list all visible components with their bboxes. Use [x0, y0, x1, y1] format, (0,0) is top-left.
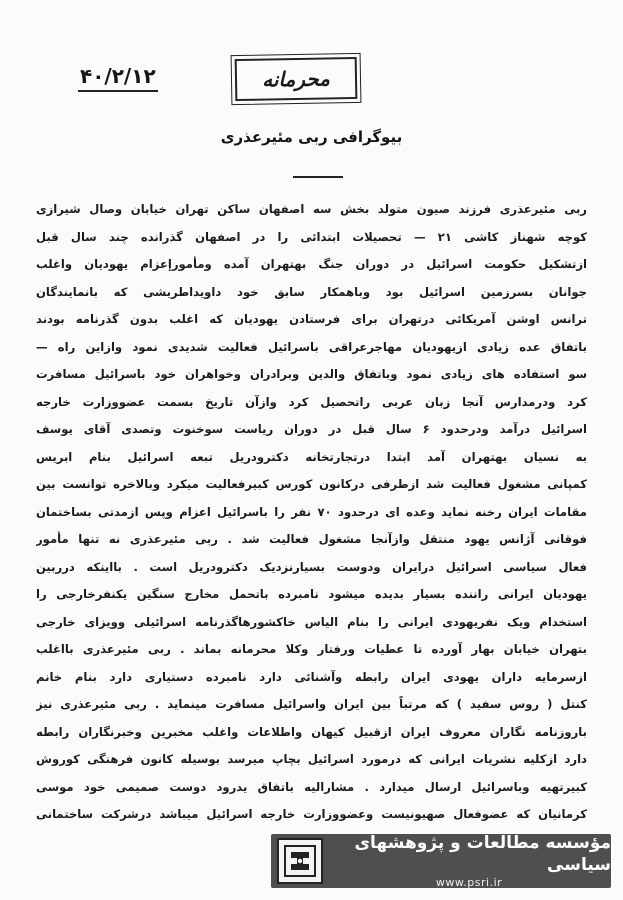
body-line: اسرائیل درآمد ودرحدود ۶ سال قبل در دوران ریاست سوخنوت وتصدی آقای یوسف	[36, 422, 587, 436]
psri-logo-icon	[277, 838, 323, 884]
institute-watermark	[271, 834, 611, 888]
body-line: مقامات ایران رخنه نماید وعده ای درحدود ۷۰ نفر را باسرائیل اعزام وپس ازمدتی بساختمان	[36, 504, 587, 519]
date-underline	[78, 90, 158, 92]
body-line: بتهران خیابان بهار آورده تا عطیات ورفتار وکلا محرمانه بماند . ربی مئیرعذری بااغلب	[36, 642, 587, 656]
watermark-texts	[327, 832, 611, 890]
body-line: ربی مئیرعذری فرزند صیون متولد بخش سه اصفهان ساکن تهران خیابان وصال شیرازی	[36, 202, 587, 216]
body-line: کبیرتهیه وباسرائیل ارسال میدارد . مشارالیه باتفاق یدرود دوست صمیمی خود موسی	[36, 779, 587, 794]
body-line: کنتل ( روس سفید ) که مرتباً بین ایران واسرائیل مسافرت مینماید . ربی مئیرعذری نیز	[36, 697, 587, 711]
title-underline	[293, 176, 343, 178]
body-line: کمپانی مشغول فعالیت شد ازطرفی درکانون کورس کبیرفعالیت میکرد وبالاخره توانست بین	[36, 477, 587, 491]
body-line: کرد ودرمدارس آنجا زبان عربی راتحصیل کرد وازآن تاریخ بسمت عضووزارت خارجه	[36, 394, 587, 409]
body-line: به نسیان بهتهران آمد ابتدا درتجارتخانه دکترودریل تبعه اسرائیل بنام ابریس	[36, 449, 587, 464]
body-line: فوقانی آژانس یهود منتقل وازآنجا مشغول فعالیت شد . ربی مئیرعذری نه تنها مأمور	[36, 532, 587, 546]
body-line: فعال سیاسی اسرائیل درایران ودوست بسیارنزدیک دکترودریل است . بااینکه درربین	[36, 559, 587, 574]
body-line: سو استفاده های زیادی نمود وباتفاق والدین وبرادران وخواهران خود باسرائیل مسافرت	[36, 367, 587, 381]
body-line: ازسرمایه داران یهودی ایران رابطه وآشنائی دارد نامبرده دستیاری دارد بنام خانم	[36, 669, 587, 684]
body-line: یهودیان ایرانی راننده بسیار بدیده میشود نامبرده باتحمل مخارج سنگین یکنفرخارجی را	[36, 587, 587, 601]
body-line: کوچه شهناز کاشی ۲۱ — تحصیلات ابتدائی را در اصفهان گذرانده چند سال قبل	[36, 229, 587, 244]
stamp-text: محرمانه	[261, 66, 331, 92]
institute-url: www.psri.ir	[435, 876, 503, 889]
confidential-stamp	[235, 57, 358, 101]
body-line: باتفاق عده زیادی ازیهودیان مهاجرعراقی باسرائیل فعالیت شدیدی نمود وازاین راه —	[36, 339, 587, 354]
body-line: استخدام ویک نفریهودی ایرانی را بنام الیاس خاکشورهاگذرنامه اسرائیلی وویزای خارجی	[36, 614, 587, 629]
document-date-text: ۴۰/۲/۱۲	[80, 64, 156, 88]
body-line: دارد ازکلیه نشریات ایرانی که درمورد اسرائیل بچاپ میرسد بوسیله کانون فرهنگی کوروش	[36, 752, 587, 766]
psri-logo-graphic	[283, 844, 317, 878]
document-date	[80, 64, 156, 88]
body-line: کرمانیان که عضوفعال صهیونیست وعضووزارت خارجه اسرائیل میباشد درشرکت ساختمانی	[36, 807, 587, 821]
document-body	[36, 196, 587, 829]
body-line: باروزنامه نگاران معروف ایران ازقبیل کیهان واطلاعات واغلب مخبرین وخبرنگاران رابطه	[36, 724, 587, 739]
body-line: جوانان بسرزمین اسرائیل بود وباهمکار سابق خود داویداطریشی که بانمایندگان	[36, 284, 587, 299]
document-title: بیوگرافی ربی مئیرعذری	[220, 128, 403, 146]
body-line: ازتشکیل حکومت اسرائیل در دوران جنگ بهتهران آمده ومأمورإعزام یهودیان واغلب	[36, 257, 587, 271]
institute-name: مؤسسه مطالعات و پژوهشهای سیاسی	[354, 833, 611, 875]
body-line: ترانس اوشن آمریکائی درتهران برای فرستادن یهودیان که اغلب بدون گذرنامه بودند	[36, 312, 587, 326]
